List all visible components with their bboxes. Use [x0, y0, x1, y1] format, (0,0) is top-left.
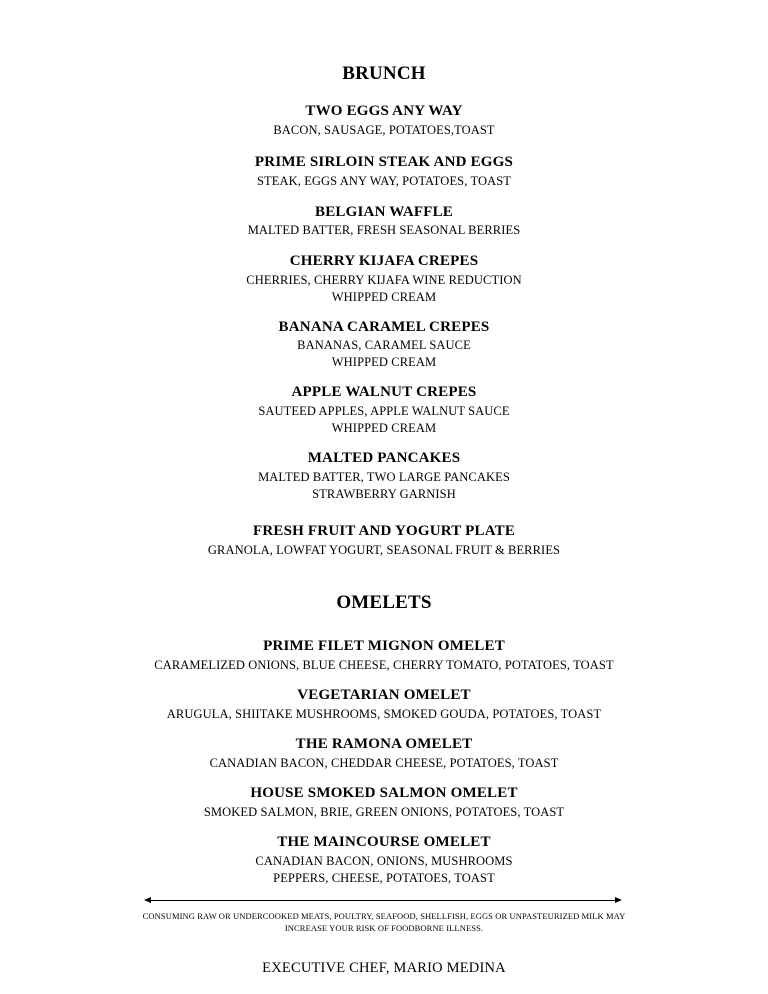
menu-item-description	[0, 173, 768, 190]
description-line: WHIPPED CREAM	[331, 355, 437, 369]
menu-item-description	[0, 706, 768, 723]
menu-item-description	[0, 853, 768, 887]
menu-item-description	[0, 222, 768, 239]
menu-item-name: BANANA CARAMEL CREPES	[278, 319, 490, 335]
menu-item-description	[0, 804, 768, 821]
menu-item-description	[0, 469, 768, 503]
description-line: BANANAS, CARAMEL SAUCE	[297, 338, 471, 352]
menu-item-description	[0, 542, 768, 559]
menu-item-description	[0, 755, 768, 772]
section-title-brunch: BRUNCH	[342, 63, 426, 84]
menu-item-description	[0, 122, 768, 139]
description-line: SAUTEED APPLES, APPLE WALNUT SAUCE	[258, 404, 510, 418]
description-line: WHIPPED CREAM	[331, 290, 437, 304]
menu-item-name: TWO EGGS ANY WAY	[305, 103, 463, 119]
menu-item-name: PRIME FILET MIGNON OMELET	[263, 638, 505, 654]
menu-item-description	[0, 337, 768, 371]
description-line: STEAK, EGGS ANY WAY, POTATOES, TOAST	[256, 174, 512, 188]
disclaimer-line: INCREASE YOUR RISK OF FOODBORNE ILLNESS.	[284, 923, 484, 933]
menu-item-description	[0, 657, 768, 674]
description-line: MALTED BATTER, TWO LARGE PANCAKES	[258, 470, 510, 484]
divider-rule	[150, 900, 616, 901]
menu-item-name: MALTED PANCAKES	[307, 450, 461, 466]
description-line: GRANOLA, LOWFAT YOGURT, SEASONAL FRUIT & BERRIES	[207, 543, 561, 557]
food-safety-disclaimer	[0, 910, 768, 934]
executive-chef-credit: EXECUTIVE CHEF, MARIO MEDINA	[262, 960, 506, 976]
menu-item-name: VEGETARIAN OMELET	[297, 687, 471, 703]
menu-item-name: BELGIAN WAFFLE	[315, 204, 453, 220]
description-line: WHIPPED CREAM	[331, 421, 437, 435]
description-line: STRAWBERRY GARNISH	[312, 487, 456, 501]
description-line: CARAMELIZED ONIONS, BLUE CHEESE, CHERRY TOMATO, POTATOES, TOAST	[154, 658, 614, 672]
description-line: MALTED BATTER, FRESH SEASONAL BERRIES	[247, 223, 521, 237]
section-title-omelets: OMELETS	[336, 592, 432, 613]
menu-item-name: HOUSE SMOKED SALMON OMELET	[250, 785, 518, 801]
menu-item-name: THE MAINCOURSE OMELET	[277, 834, 491, 850]
description-line: SMOKED SALMON, BRIE, GREEN ONIONS, POTATOES, TOAST	[203, 805, 565, 819]
menu-item-name: THE RAMONA OMELET	[295, 736, 473, 752]
description-line: CANADIAN BACON, CHEDDAR CHEESE, POTATOES, TOAST	[209, 756, 559, 770]
menu-item-name: CHERRY KIJAFA CREPES	[289, 253, 479, 269]
description-line: CHERRIES, CHERRY KIJAFA WINE REDUCTION	[246, 273, 522, 287]
menu-item-name: FRESH FRUIT AND YOGURT PLATE	[252, 523, 516, 539]
description-line: BACON, SAUSAGE, POTATOES,TOAST	[273, 123, 495, 137]
menu-item-description	[0, 403, 768, 437]
menu-item-description	[0, 272, 768, 306]
description-line: PEPPERS, CHEESE, POTATOES, TOAST	[273, 871, 495, 885]
disclaimer-line: CONSUMING RAW OR UNDERCOOKED MEATS, POULTRY, SEAFOOD, SHELLFISH, EGGS OR UNPASTEURIZED MILK MAY	[142, 911, 626, 921]
menu-item-name: APPLE WALNUT CREPES	[291, 384, 477, 400]
menu-item-name: PRIME SIRLOIN STEAK AND EGGS	[254, 154, 514, 170]
description-line: ARUGULA, SHIITAKE MUSHROOMS, SMOKED GOUDA, POTATOES, TOAST	[166, 707, 602, 721]
description-line: CANADIAN BACON, ONIONS, MUSHROOMS	[255, 854, 513, 868]
